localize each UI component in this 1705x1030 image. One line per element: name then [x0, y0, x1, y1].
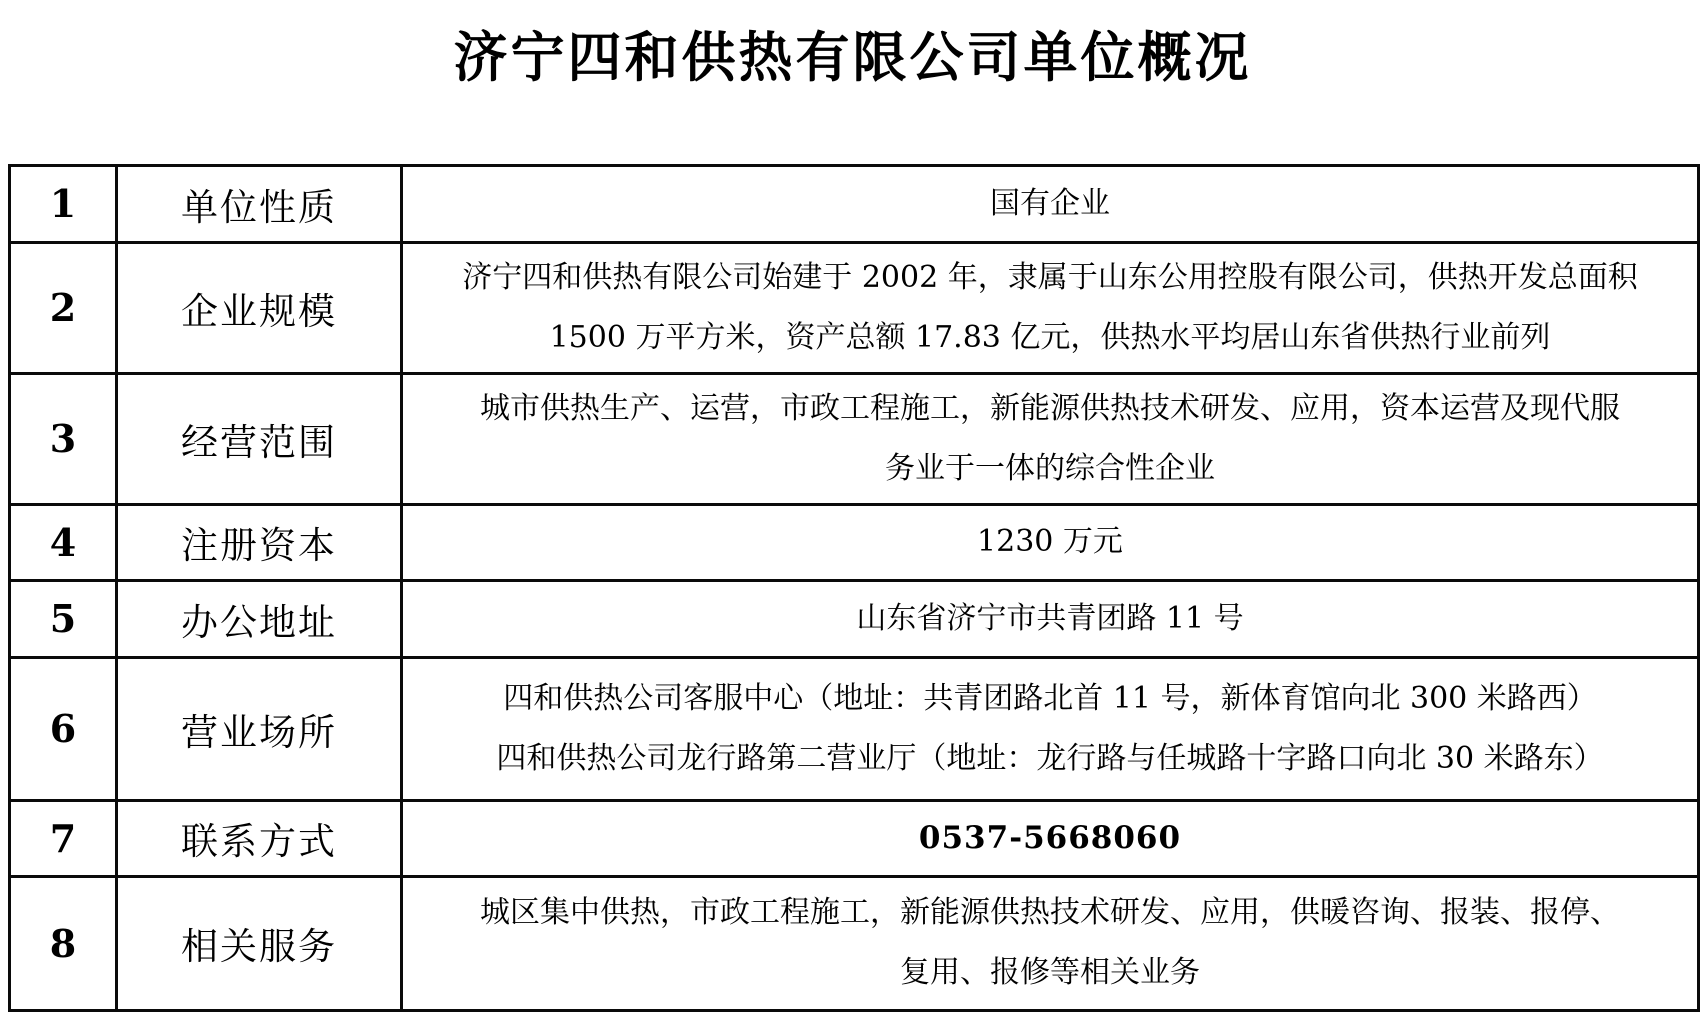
- row-content-phone: [402, 800, 1699, 876]
- row-number: 4: [10, 504, 117, 580]
- content-line: 济宁四和供热有限公司始建于 2002 年，隶属于山东公用控股有限公司，供热开发总面积: [462, 259, 1638, 295]
- row-number: 1: [10, 165, 117, 242]
- content-line: 1500 万平方米，资产总额 17.83 亿元，供热水平均居山东省供热行业前列: [549, 319, 1551, 355]
- row-content: [402, 373, 1699, 504]
- table-row: [10, 580, 1699, 657]
- row-number: 2: [10, 242, 117, 373]
- row-number: 7: [10, 800, 117, 876]
- row-content: [402, 580, 1699, 657]
- row-label: 办公地址: [117, 580, 402, 657]
- row-number: 6: [10, 657, 117, 800]
- row-label: 营业场所: [117, 657, 402, 800]
- row-label: 企业规模: [117, 242, 402, 373]
- row-number: 3: [10, 373, 117, 504]
- content-line: 城区集中供热，市政工程施工，新能源供热技术研发、应用，供暖咨询、报装、报停、: [480, 895, 1620, 930]
- row-label: 单位性质: [117, 165, 402, 242]
- content-line: 1230 万元: [977, 524, 1123, 559]
- row-content: [402, 657, 1699, 800]
- row-number: 8: [10, 876, 117, 1010]
- row-label: 注册资本: [117, 504, 402, 580]
- content-line: 四和供热公司龙行路第二营业厅（地址：龙行路与任城路十字路口向北 30 米路东）: [496, 740, 1604, 776]
- row-content: [402, 504, 1699, 580]
- content-line: 务业于一体的综合性企业: [885, 450, 1215, 486]
- content-line: 城市供热生产、运营，市政工程施工，新能源供热技术研发、应用，资本运营及现代服: [480, 390, 1620, 426]
- row-content: [402, 876, 1699, 1010]
- phone-number: 0537-5668060: [918, 820, 1182, 856]
- table-row: [10, 876, 1699, 1010]
- table-row: [10, 800, 1699, 876]
- row-number: 5: [10, 580, 117, 657]
- table-row: [10, 373, 1699, 504]
- row-content: [402, 242, 1699, 373]
- table-row: [10, 504, 1699, 580]
- company-overview-table: [8, 164, 1700, 1012]
- page-title: 济宁四和供热有限公司单位概况: [453, 25, 1252, 89]
- row-label: 联系方式: [117, 800, 402, 876]
- table-row: [10, 165, 1699, 242]
- row-label: 相关服务: [117, 876, 402, 1010]
- content-line: 四和供热公司客服中心（地址：共青团路北首 11 号，新体育馆向北 300 米路西）: [503, 680, 1597, 716]
- row-content: [402, 165, 1699, 242]
- content-line: 国有企业: [990, 185, 1110, 221]
- content-line: 山东省济宁市共青团路 11 号: [856, 600, 1244, 636]
- content-line: 复用、报修等相关业务: [900, 955, 1200, 990]
- row-label: 经营范围: [117, 373, 402, 504]
- table-row: [10, 242, 1699, 373]
- table-row: [10, 657, 1699, 800]
